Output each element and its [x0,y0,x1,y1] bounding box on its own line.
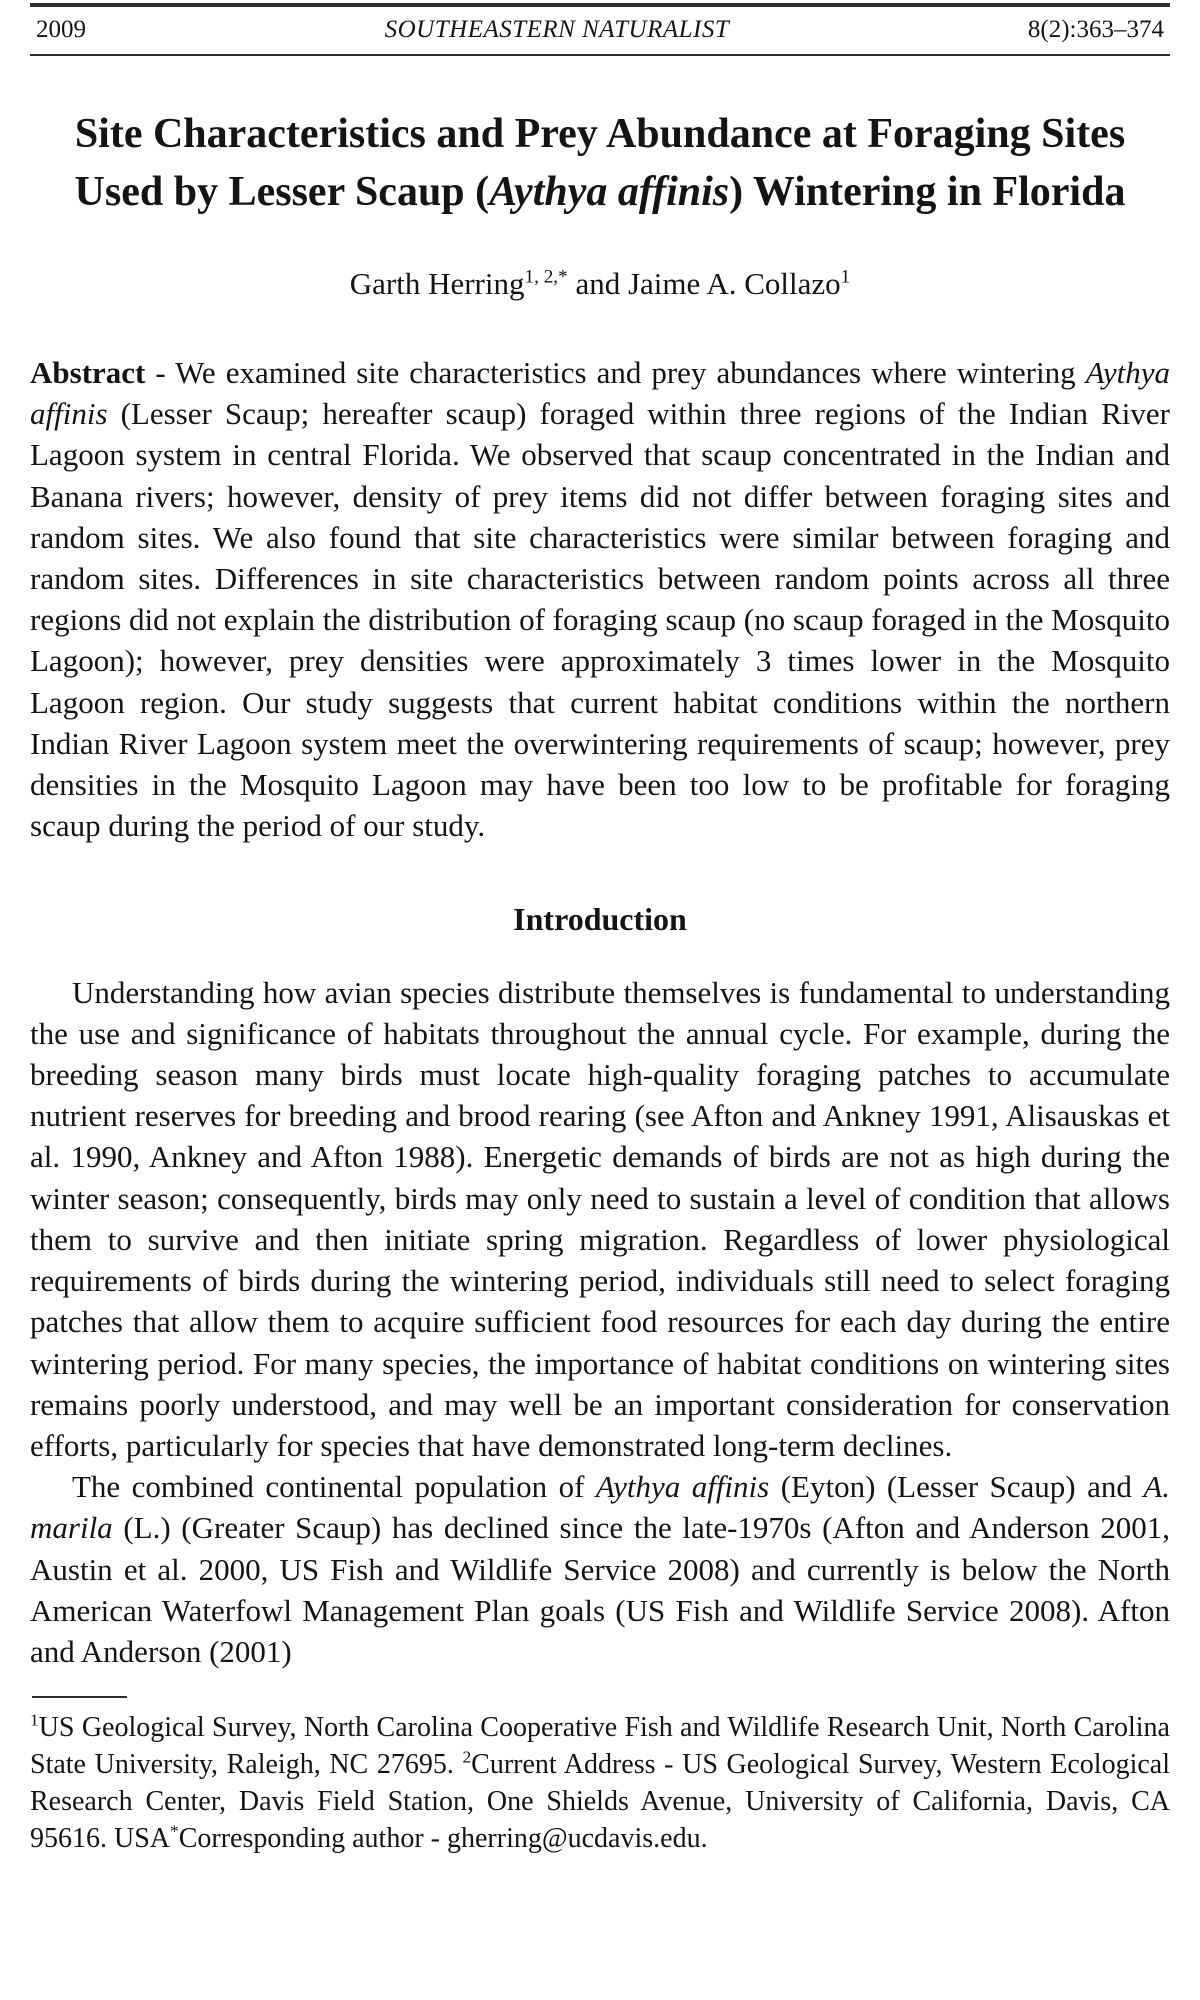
header-year: 2009 [36,16,86,43]
author-line: Garth Herring$^{1, 2,*}$ and Jaime A. Collazo$^1$ [349,265,851,301]
running-head [30,7,1170,54]
footnote-divider [32,1696,127,1698]
section-heading-introduction: Introduction [513,900,687,937]
header-bottom-rule [30,54,1170,56]
intro-paragraph-2: The combined continental population of Aythya affinis (Eyton) (Lesser Scaup) and A. marila (L.) (Greater Scaup) has declined since the late-1970s (Afton and Anderson 2001, Austin et al. 2000, US Fish and Wildlife Service 2008) and currently is below the North American Waterfowl Management Plan goals (US Fish and Wildlife Service 2008). Afton and Anderson (2001) [30,1469,1170,1670]
footnote-paragraph: $^1$US Geological Survey, North Carolina Cooperative Fish and Wildlife Research Unit, North Carolina State University, Raleigh, NC 27695. $^2$Current Address - US Geological Survey, Western Ecological Research Center, Davis Field Station, One Shields Avenue, University of California, Davis, CA 95616. USA*Corresponding author - gherring@ucdavis.edu. [30,1710,1170,1855]
header-citation: 8(2):363–374 [1027,16,1164,43]
intro-paragraph-1: Understanding how avian species distribute themselves is fundamental to understanding the use and significance of habitats throughout the annual cycle. For example, during the breeding season many birds must locate high-quality foraging patches to accumulate nutrient reserves for breeding and brood rearing (see Afton and Ankney 1991, Alisauskas et al. 1990, Ankney and Afton 1988). Energetic demands of birds are not as high during the winter season; consequently, birds may only need to sustain a level of condition that allows them to survive and then initiate spring migration. Regardless of lower physiological requirements of birds during the wintering period, individuals still need to select foraging patches that allow them to acquire sufficient food resources for each day during the entire wintering period. For many species, the importance of habitat conditions on wintering sites remains poorly understood, and may well be an important consideration for conservation efforts, particularly for species that have demonstrated long-term declines. [30,974,1170,1463]
article-title: Site Characteristics and Prey Abundance at Foraging Sites Used by Lesser Scaup (Aythya affinis) Wintering in Florida [74,111,1126,215]
header-journal-title: SOUTHEASTERN NATURALIST [384,16,730,43]
abstract-paragraph: Abstract - We examined site characteristics and prey abundances where wintering Aythya affinis (Lesser Scaup; hereafter scaup) foraged within three regions of the Indian River Lagoon system in central Florida. We observed that scaup concentrated in the Indian and Banana rivers; however, density of prey items did not differ between foraging sites and random sites. We also found that site characteristics were similar between foraging and random sites. Differences in site characteristics between random points across all three regions did not explain the distribution of foraging scaup (no scaup foraged in the Mosquito Lagoon); however, prey densities were approximately 3 times lower in the Mosquito Lagoon region. Our study suggests that current habitat conditions within the northern Indian River Lagoon system meet the overwintering requirements of scaup; however, prey densities in the Mosquito Lagoon may have been too low to be profitable for foraging scaup during the period of our study. [30,354,1170,844]
